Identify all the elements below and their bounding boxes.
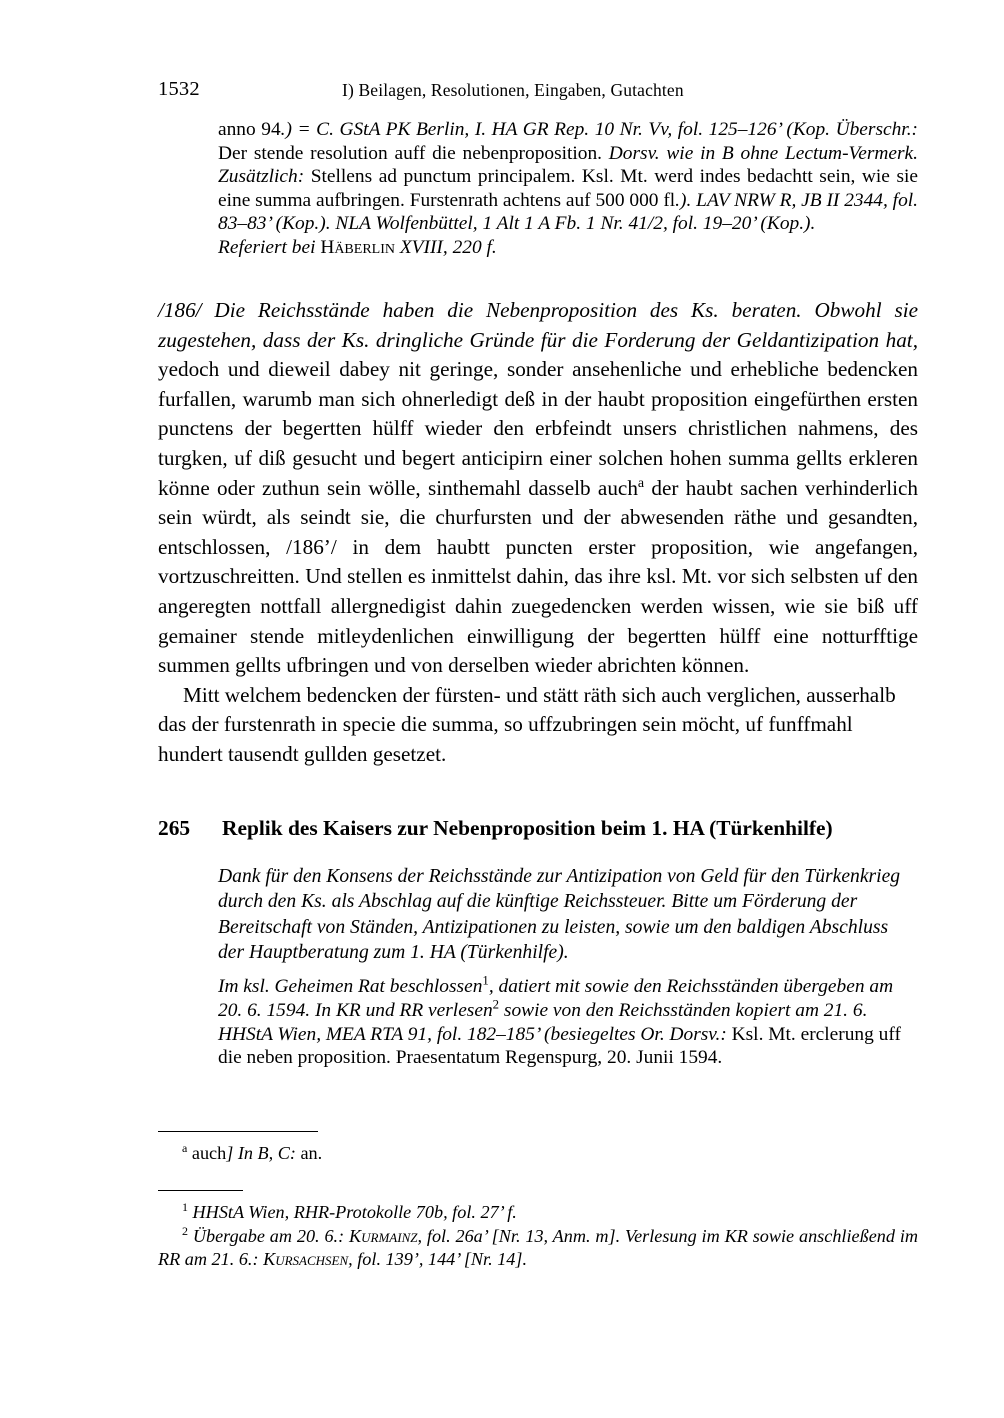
body-para1-italic-lead: /186/ Die Reichsstände haben die Nebenproposition des Ks. beraten. Obwohl sie zugestehen, dass der Ks. dringliche Gründe für die Forderung der Geldantizipation hat,	[158, 298, 918, 352]
provenance-decision-text: Im ksl. Geheimen Rat beschlossen	[218, 976, 483, 997]
provenance-dorsal-note: Ksl. Mt. erclerung uff die neben proposition. Praesentatum Regenspurg, 20. Junii 1594.	[218, 1023, 901, 1069]
variant-rule	[158, 1131, 318, 1132]
footnote-rule	[158, 1190, 243, 1191]
footnote-2-kursachsen: Kursachsen	[263, 1249, 349, 1269]
page-number: 1532	[158, 78, 200, 100]
variant-lemma: auch	[187, 1143, 227, 1163]
footnote-2-kurmainz: Kurmainz	[349, 1225, 418, 1246]
variant-sigla: In B, C:	[237, 1143, 296, 1163]
provenance-date-text: , datiert mit sowie den Reichsständen übergeben am 20. 6. 1594. In KR und RR verlesen	[218, 976, 894, 1021]
referat-prefix: Referiert bei	[218, 236, 321, 258]
variant-mark-a: a	[182, 1140, 188, 1155]
footnote-1	[158, 1201, 918, 1225]
provenance-shelfmark-line	[218, 1023, 918, 1071]
variant-bracket: ]	[226, 1143, 238, 1163]
source-citation-1: .) = C. GStA PK Berlin, I. HA GR Rep. 10 Nr. Vv, fol. 125–126’ (Kop.	[280, 119, 831, 140]
variant-apparatus	[158, 1131, 918, 1165]
running-head	[158, 78, 918, 102]
source-description-block	[218, 118, 918, 260]
footnote-2-text-c: , fol. 139’, 144’ [Nr. 14].	[348, 1249, 528, 1269]
footnote-marker-1[interactable]: 1	[482, 973, 489, 988]
section-heading	[158, 815, 918, 841]
referat-author: Häberlin	[320, 236, 395, 258]
body-para1-roman-a: yedoch und dieweil dabey nit geringe, sonder ansehenliche und erhebliche bedencken furfallen, warumb man sich ohnerledigt deß in der haubt proposition eingefürthen ersten punctens der begertten hülff wieder den erbfeindt unsers christlichen nahmens, des turgken, uf diß gesucht und begert anticipirn einer solchen hohen summa gellts erkleren könne oder zuthun sein wölle, sinthemahl dasselb auch	[158, 357, 918, 500]
source-anno: anno 94	[218, 119, 281, 140]
source-uberschr-label: Überschr.:	[835, 119, 918, 140]
regest-text: Dank für den Konsens der Reichsstände zur Antizipation von Geld für den Türkenkrieg durch den Ks. als Abschlag auf die künftige Reichssteuer. Bitte um Förderung der Bereitschaft von Ständen, Antizipationen zu leisten, sowie um den baldigen Abschluss der Hauptberatung zum 1. HA (Türkenhilfe).	[218, 866, 901, 963]
section-title: Replik des Kaisers zur Nebenproposition beim 1. HA (Türkenhilfe)	[222, 816, 833, 840]
footnote-1-text: HHStA Wien, RHR-Protokolle 70b, fol. 27’ f.	[192, 1202, 517, 1222]
body-para1-roman-b: der haubt sachen verhinderlich sein würdt, als seindt sie, die churfursten und der abwesenden räthe und gesandten, entschlossen, /186’/ in dem haubtt puncten erster proposition, wie angefangen, vortzuschreitten. Und stellen es inmittelst dahin, das ihre ksl. Mt. vor sich selbsten uf den angeregten nottfall allergnedigist dahin zuegedencken werden wissen, wie sie biß uff gemainer stende mitleydenlichen einwilligung der begertten hülff eine notturfftige summen gellts ufbringen und von derselben wieder abrichten können.	[158, 475, 918, 678]
source-uberschr-text: Der stende resolution auff die nebenproposition.	[218, 142, 609, 164]
footnote-2-text-a: Übergabe am 20. 6.:	[192, 1225, 350, 1246]
variant-note-a	[158, 1141, 918, 1165]
main-body	[158, 296, 918, 770]
section-number: 265	[158, 816, 191, 840]
referat-line	[218, 236, 918, 260]
regest-block	[218, 864, 918, 965]
running-head-title: I) Beilagen, Resolutionen, Eingaben, Gutachten	[342, 80, 684, 100]
provenance-shelfmark: HHStA Wien, MEA RTA 91, fol. 182–185’ (besiegeltes Or. Dorsv.:	[218, 1023, 727, 1045]
footnote-number-1: 1	[182, 1199, 188, 1214]
footnote-marker-a[interactable]: a	[637, 475, 645, 491]
footnote-marker-2[interactable]: 2	[492, 997, 500, 1012]
provenance-dating-line	[218, 975, 918, 1023]
footnote-2-text-b: , fol. 26a’ [Nr. 13, Anm. m]. Verlesung im KR sowie anschließend im RR am 21. 6.:	[158, 1225, 919, 1269]
provenance-copy-text: sowie von den Reichsständen kopiert am 21. 6.	[499, 999, 868, 1021]
footnote-apparatus	[158, 1190, 918, 1272]
body-paragraph-1	[158, 296, 918, 681]
source-citation-2: .). LAV NRW R, JB II 2344, fol. 83–83’ (Kop.). NLA Wolfenbüttel, 1 Alt 1 A Fb. 1 Nr. 41/2, fol. 19–20’ (Kop.).	[218, 189, 918, 235]
footnote-2	[158, 1225, 918, 1272]
footnote-number-2: 2	[182, 1223, 188, 1238]
source-paragraph	[218, 118, 918, 236]
source-stellens-text: Stellens ad punctum principalem. Ksl. Mt. werd indes bedachtt sein, wie sie eine summa aufbringen. Furstenrath achtens auf 500 000 fl	[218, 166, 918, 211]
body-paragraph-2: Mitt welchem bedencken der fürsten- und stätt räth sich auch verglichen, ausserhalb das der furstenrath in specie die summa, so uffzubringen sein möcht, uf funffmahl hundert tausendt gullden gesetzet.	[158, 682, 896, 766]
referat-reference: XVIII, 220 f.	[394, 236, 497, 258]
source-dorsv-label: Dorsv. wie in B ohne Lectum-Vermerk. Zusätzlich:	[218, 142, 918, 188]
variant-reading: an.	[295, 1143, 323, 1163]
provenance-block	[218, 975, 918, 1070]
